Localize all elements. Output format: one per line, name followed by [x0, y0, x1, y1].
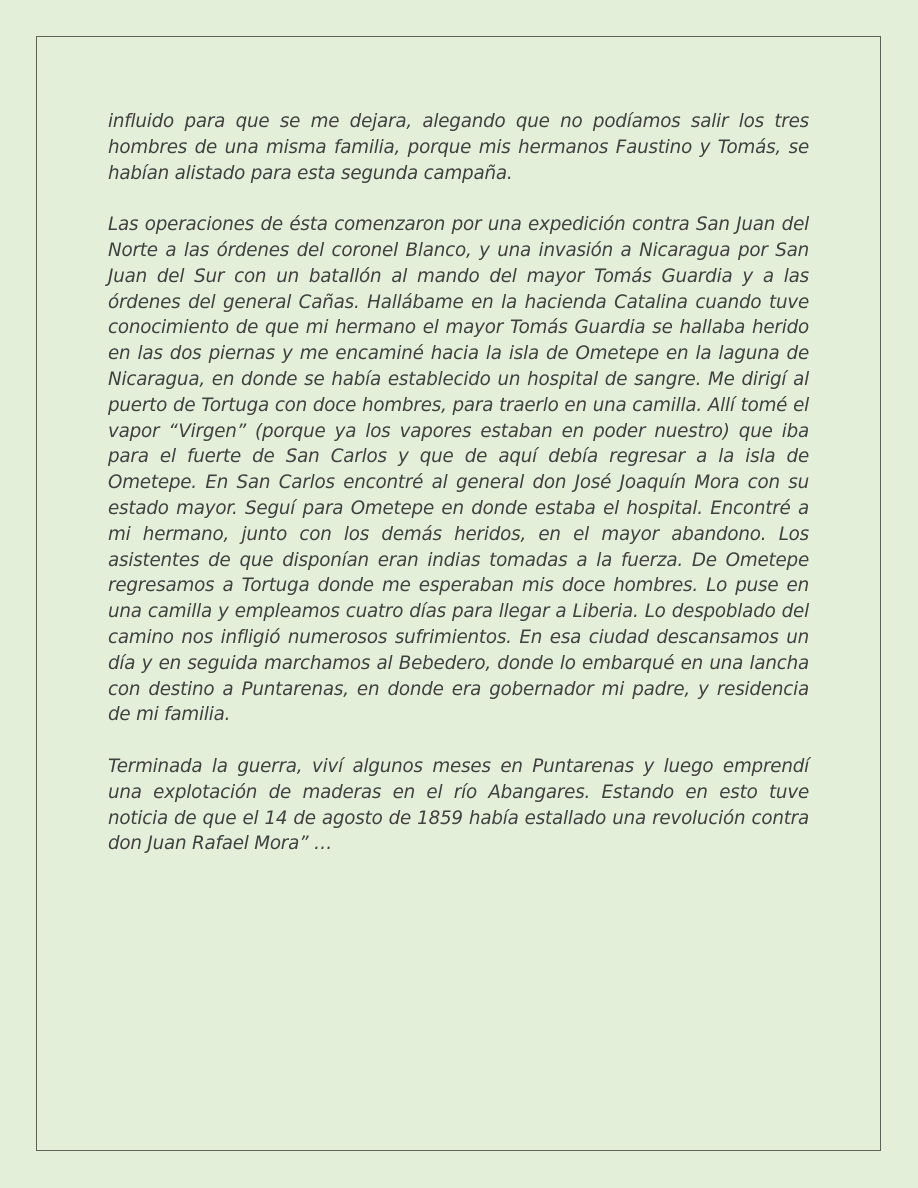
document-body — [108, 109, 809, 883]
paragraph-2: Las operaciones de ésta comenzaron por una expedición contra San Juan del Norte a las órdenes del coronel Blanco, y una invasión a Nicaragua por San Juan del Sur con un batallón al mando del mayor Tomás Guardia y a las órdenes del general Cañas. Hallábame en la hacienda Catalina cuando tuve conocimiento de que mi hermano el mayor Tomás Guardia se hallaba herido en las dos piernas y me encaminé hacia la isla de Ometepe en la laguna de Nicaragua, en donde se había establecido un hospital de sangre. Me dirigí al puerto de Tortuga con doce hombres, para traerlo en una camilla. Allí tomé el vapor “Virgen” (porque ya los vapores estaban en poder nuestro) que iba para el fuerte de San Carlos y que de aquí debía regresar a la isla de Ometepe. En San Carlos encontré al general don José Joaquín Mora con su estado mayor. Seguí para Ometepe en donde estaba el hospital. Encontré a mi hermano, junto con los demás heridos, en el mayor abandono. Los asistentes de que disponían eran indias tomadas a la fuerza. De Ometepe regresamos a Tortuga donde me esperaban mis doce hombres. Lo puse en una camilla y empleamos cuatro días para llegar a Liberia. Lo despoblado del camino nos infligió numerosos sufrimientos. En esa ciudad descansamos un día y en seguida marchamos al Bebedero, donde lo embarqué en una lancha con destino a Puntarenas, en donde era gobernador mi padre, y residencia de mi familia. — [108, 214, 809, 726]
paragraph-3: Terminada la guerra, viví algunos meses en Puntarenas y luego emprendí una explotación de maderas en el río Abangares. Estando en esto tuve noticia de que el 14 de agosto de 1859 había estallado una revolución contra don Juan Rafael Mora” … — [108, 755, 809, 855]
paragraph-1: influido para que se me dejara, alegando que no podíamos salir los tres hombres de una misma familia, porque mis hermanos Faustino y Tomás, se habían alistado para esta segunda campaña. — [108, 111, 809, 184]
